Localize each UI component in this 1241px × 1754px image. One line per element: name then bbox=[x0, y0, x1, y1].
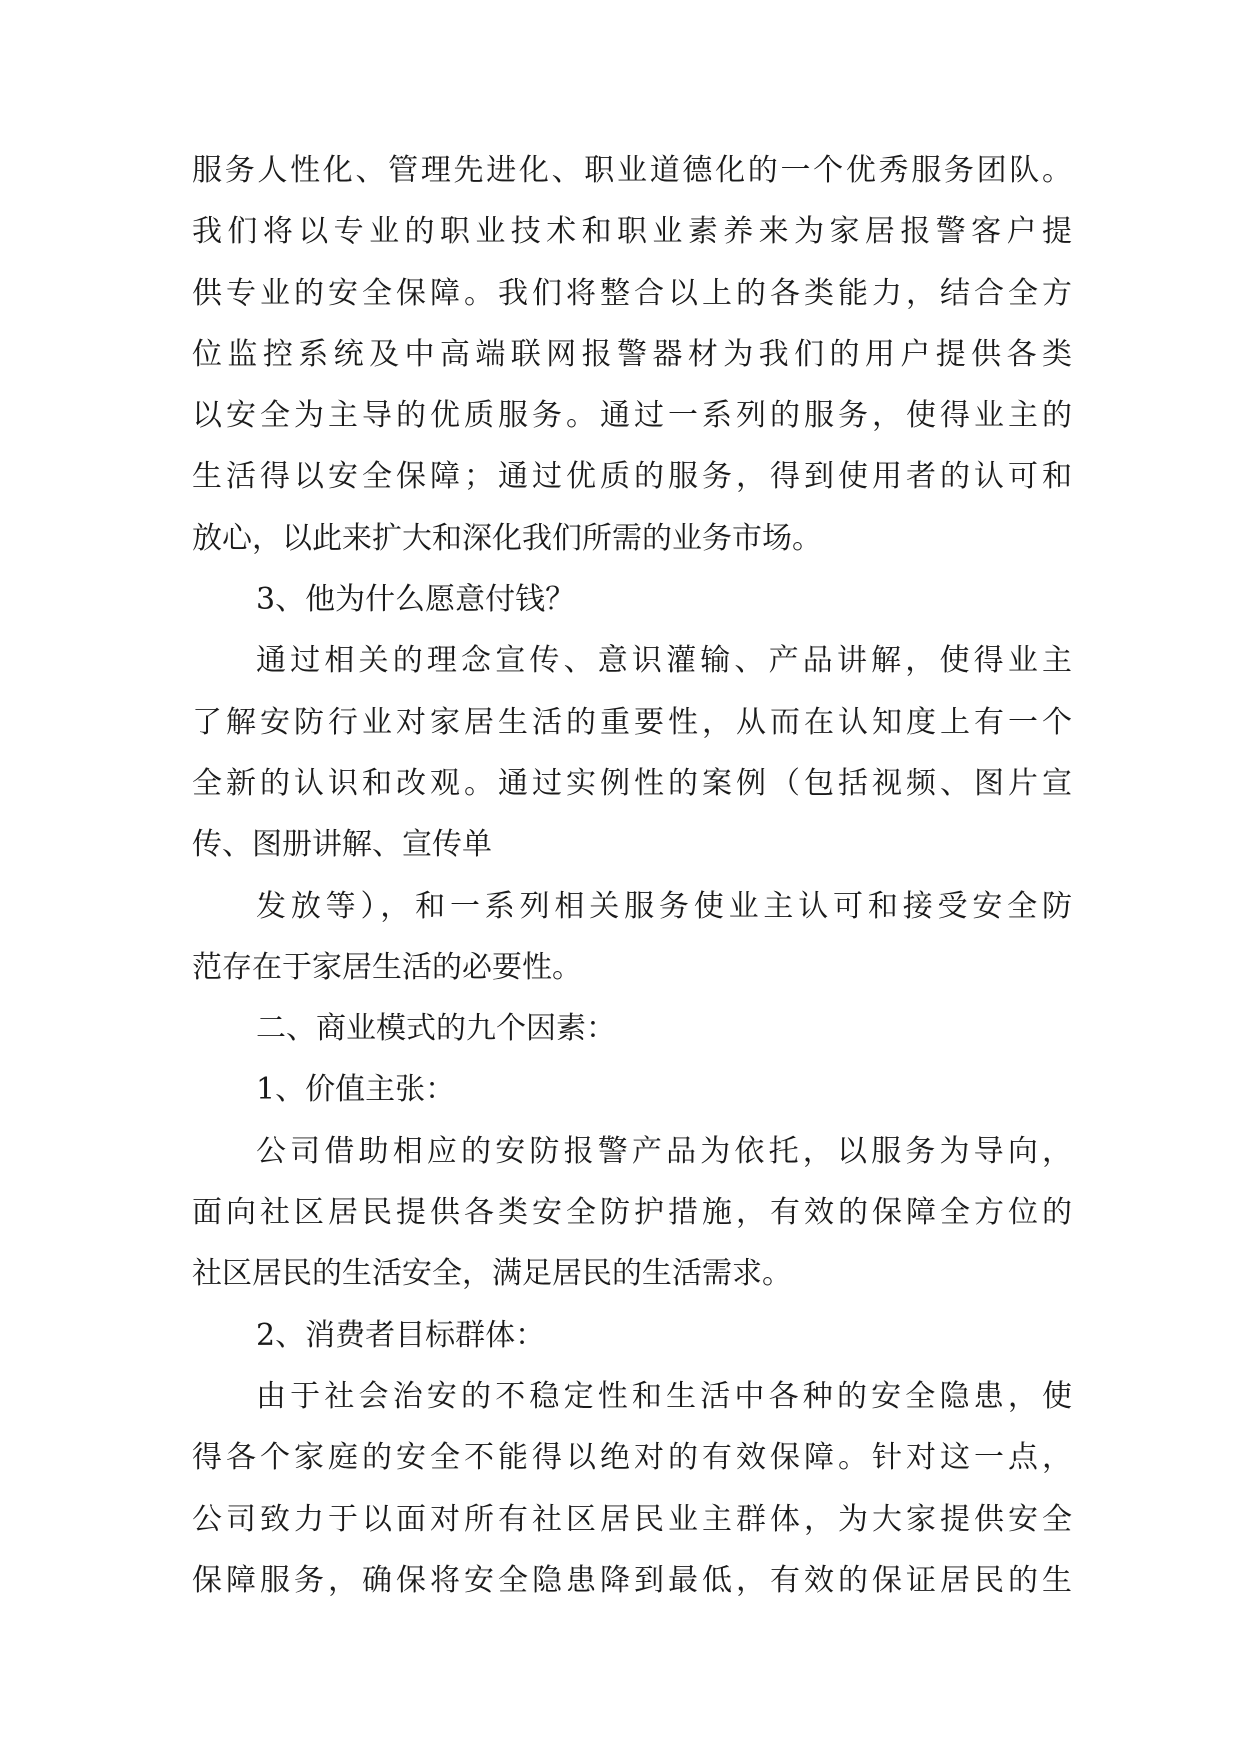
text-line-10: 了解安防行业对家居生活的重要性，从而在认知度上有一个 bbox=[192, 704, 1072, 740]
text-line-24: 保障服务，确保将安全隐患降到最低，有效的保证居民的生 bbox=[192, 1562, 1072, 1598]
text-line-22: 得各个家庭的安全不能得以绝对的有效保障。针对这一点， bbox=[192, 1440, 1072, 1476]
text-line-12: 传、图册讲解、宣传单 bbox=[192, 827, 492, 863]
section-heading-why-pay: 3、他为什么愿意付钱？ bbox=[256, 582, 576, 618]
text-line-1: 服务人性化、管理先进化、职业道德化的一个优秀服务团队。 bbox=[192, 153, 1072, 188]
text-line-21: 由于社会治安的不稳定性和生活中各种的安全隐患，使 bbox=[256, 1378, 1072, 1414]
section-heading-value-proposition: 1、价值主张： bbox=[256, 1072, 456, 1108]
text-line-23: 公司致力于以面对所有社区居民业主群体，为大家提供安全 bbox=[192, 1501, 1072, 1537]
section-heading-target-group: 2、消费者目标群体： bbox=[256, 1317, 546, 1353]
text-line-19: 社区居民的生活安全，满足居民的生活需求。 bbox=[192, 1256, 792, 1292]
text-line-11: 全新的认识和改观。通过实例性的案例（包括视频、图片宣 bbox=[192, 765, 1072, 801]
text-line-13: 发放等），和一系列相关服务使业主认可和接受安全防 bbox=[256, 888, 1072, 924]
text-line-5: 以安全为主导的优质服务。通过一系列的服务，使得业主的 bbox=[192, 398, 1072, 434]
text-line-7: 放心，以此来扩大和深化我们所需的业务市场。 bbox=[192, 520, 822, 556]
document-body bbox=[192, 140, 1072, 1611]
text-line-17: 公司借助相应的安防报警产品为依托，以服务为导向， bbox=[256, 1133, 1072, 1169]
text-line-18: 面向社区居民提供各类安全防护措施，有效的保障全方位的 bbox=[192, 1195, 1072, 1231]
text-line-6: 生活得以安全保障；通过优质的服务，得到使用者的认可和 bbox=[192, 459, 1072, 495]
text-line-2: 我们将以专业的职业技术和职业素养来为家居报警客户提 bbox=[192, 214, 1072, 250]
text-line-4: 位监控系统及中高端联网报警器材为我们的用户提供各类 bbox=[192, 336, 1072, 372]
section-heading-nine-factors: 二、商业模式的九个因素： bbox=[256, 1011, 616, 1047]
text-line-9: 通过相关的理念宣传、意识灌输、产品讲解，使得业主 bbox=[256, 643, 1072, 679]
text-line-3: 供专业的安全保障。我们将整合以上的各类能力，结合全方 bbox=[192, 275, 1072, 311]
text-line-14: 范存在于家居生活的必要性。 bbox=[192, 949, 582, 985]
